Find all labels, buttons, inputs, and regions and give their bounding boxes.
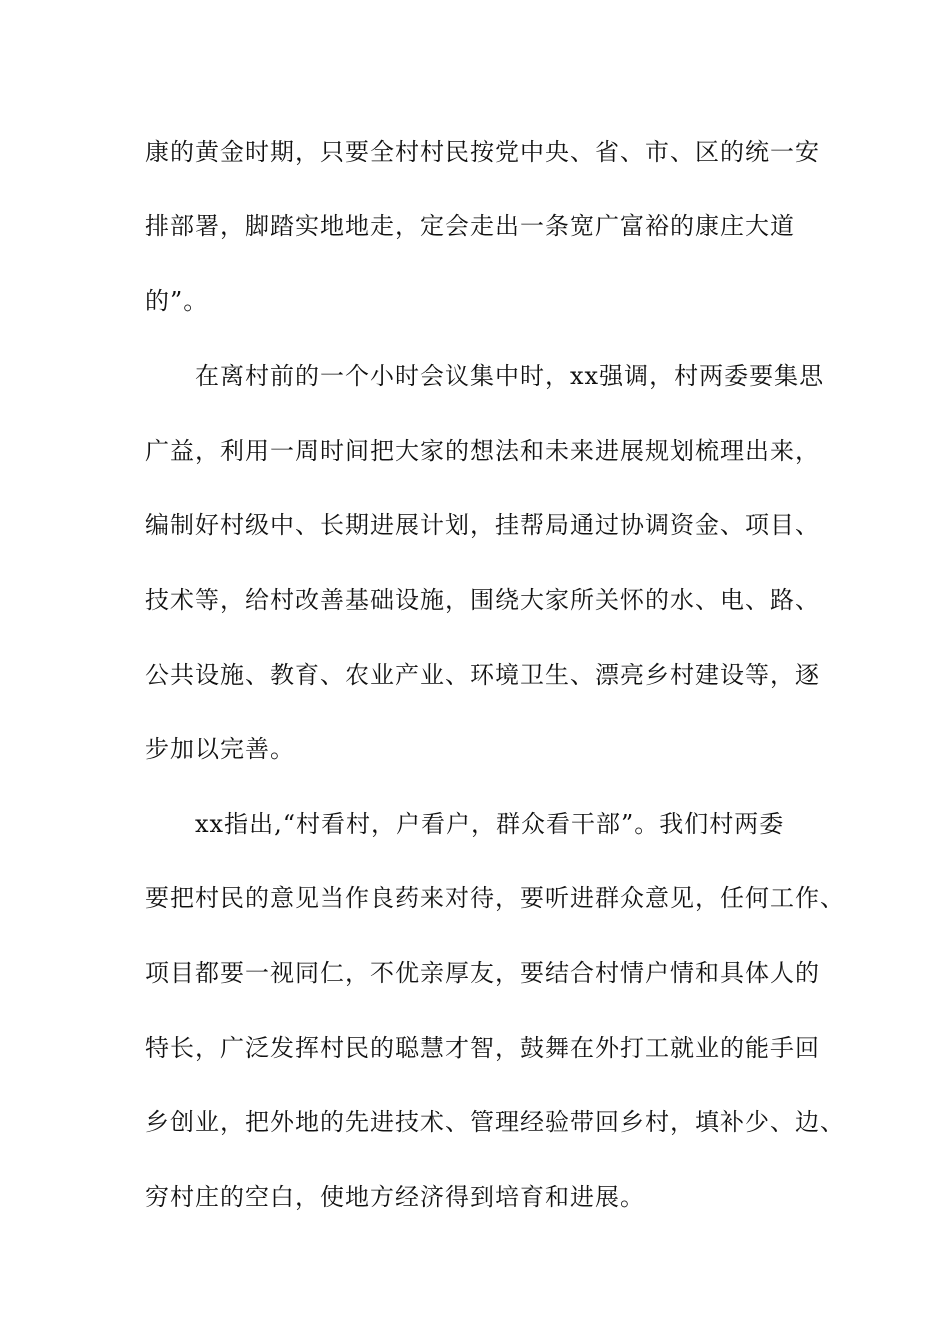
text-line: 乡创业，把外地的先进技术、管理经验带回乡村，填补少、边、 xyxy=(145,1108,845,1136)
text-line: 项目都要一视同仁，不优亲厚友，要结合村情户情和具体人的 xyxy=(145,959,820,987)
text-line: 编制好村级中、长期进展计划，挂帮局通过协调资金、项目、 xyxy=(145,511,820,539)
paragraph-start-line: xx指出,“村看村，户看户，群众看干部”。我们村两委 xyxy=(145,810,785,838)
text-line: 广益，利用一周时间把大家的想法和未来进展规划梳理出来， xyxy=(145,437,820,465)
text-line: 的”。 xyxy=(145,287,209,315)
text-line: 排部署，脚踏实地地走，定会走出一条宽广富裕的康庄大道 xyxy=(145,212,795,240)
text-line: 技术等，给村改善基础设施，围绕大家所关怀的水、电、路、 xyxy=(145,586,820,614)
text-line: 穷村庄的空白，使地方经济得到培育和进展。 xyxy=(145,1183,645,1211)
text-line: 要把村民的意见当作良药来对待，要听进群众意见，任何工作、 xyxy=(145,884,845,912)
text-line: 康的黄金时期，只要全村村民按党中央、省、市、区的统一安 xyxy=(145,138,820,166)
text-line: 步加以完善。 xyxy=(145,735,295,763)
text-line: 公共设施、教育、农业产业、环境卫生、漂亮乡村建设等，逐 xyxy=(145,661,820,689)
paragraph-start-line: 在离村前的一个小时会议集中时，xx强调，村两委要集思 xyxy=(145,362,825,390)
text-line: 特长，广泛发挥村民的聪慧才智，鼓舞在外打工就业的能手回 xyxy=(145,1034,820,1062)
